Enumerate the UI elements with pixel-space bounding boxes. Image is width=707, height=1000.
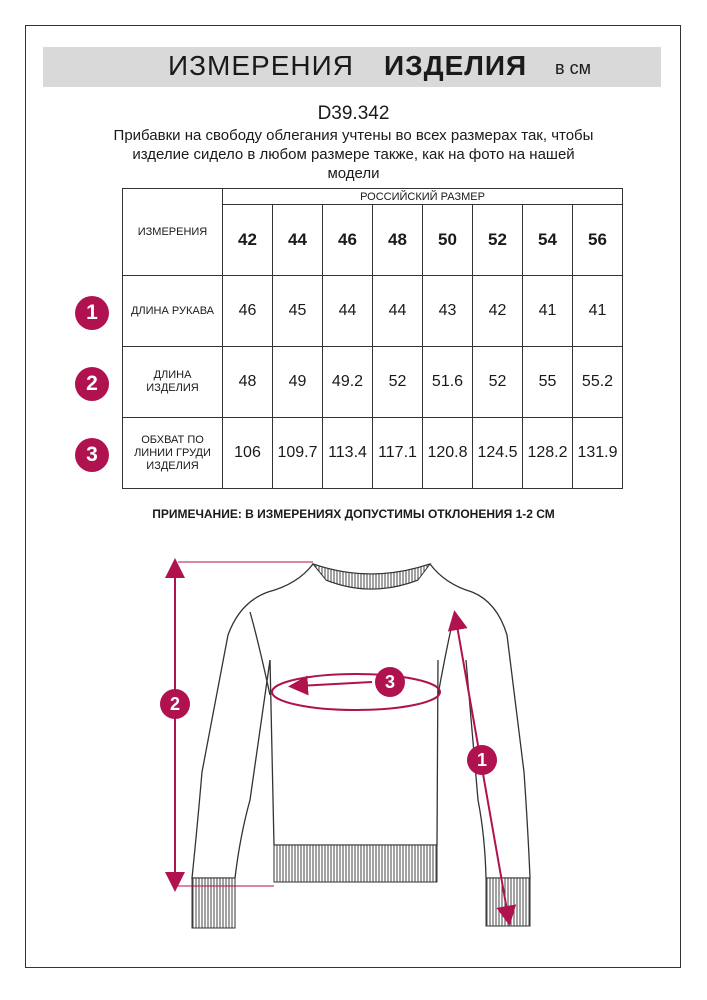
tolerance-note: ПРИМЕЧАНИЕ: В ИЗМЕРЕНИЯХ ДОПУСТИМЫ ОТКЛОНЕНИЯ 1-2 СМ [152,507,555,521]
row-label-line: ИЗДЕЛИЯ [146,459,199,472]
sweater-diagram [0,540,707,940]
table-cell: 55 [523,347,573,418]
row-badge-3: 3 [75,438,109,472]
table-cell: 44 [373,276,423,347]
table-cell: 124.5 [473,418,523,489]
size-header: 44 [273,205,323,276]
row-label-line: ДЛИНА [153,369,192,381]
table-row [123,276,623,347]
row-badge-1: 1 [75,296,109,330]
row-label-line: ЛИНИИ ГРУДИ [134,446,211,459]
table-cell: 113.4 [323,418,373,489]
size-header: 42 [223,205,273,276]
size-header: 46 [323,205,373,276]
table-cell: 49 [273,347,323,418]
table-cell: 46 [223,276,273,347]
row-label [123,347,223,418]
unit-label: в см [555,58,591,78]
chest-marker-label: 3 [384,672,396,692]
table-cell: 43 [423,276,473,347]
table-cell: 120.8 [423,418,473,489]
page-title-measurements: ИЗМЕРЕНИЯ [168,50,354,81]
hem-rib [274,845,437,882]
neck-rib [313,564,430,589]
table-cell: 41 [523,276,573,347]
description-line: изделие сидело в любом размере также, как на фото на нашей [132,146,575,163]
size-table [122,188,623,489]
table-cell: 106 [223,418,273,489]
row-label [123,276,223,347]
table-row [123,347,623,418]
table-cell: 51.6 [423,347,473,418]
table-cell: 131.9 [573,418,623,489]
length-marker-label: 2 [169,694,181,714]
sleeve-marker-label: 1 [476,750,488,770]
row-label-line: ДЛИНА РУКАВА [130,304,215,317]
table-cell: 44 [323,276,373,347]
fit-description [90,126,617,183]
size-header: 54 [523,205,573,276]
sweater-outline [192,564,530,878]
table-cell: 42 [473,276,523,347]
table-row [123,418,623,489]
table-cell: 52 [373,347,423,418]
size-header: 48 [373,205,423,276]
table-cell: 48 [223,347,273,418]
row-badge-2: 2 [75,367,109,401]
measurements-header: ИЗМЕРЕНИЯ [123,189,223,276]
table-cell: 49.2 [323,347,373,418]
size-header: 50 [423,205,473,276]
table-cell: 41 [573,276,623,347]
cuff-rib-right [486,878,530,926]
table-cell: 55.2 [573,347,623,418]
product-code: D39.342 [317,103,390,124]
description-line: Прибавки на свободу облегания учтены во всех размерах так, чтобы [113,127,594,144]
size-header: 52 [473,205,523,276]
table-cell: 52 [473,347,523,418]
row-label [123,418,223,489]
chest-ellipse [272,674,440,710]
table-cell: 117.1 [373,418,423,489]
size-group-header: РОССИЙСКИЙ РАЗМЕР [223,189,623,205]
size-header: 56 [573,205,623,276]
row-label-line: ИЗДЕЛИЯ [146,382,199,394]
table-cell: 45 [273,276,323,347]
table-cell: 128.2 [523,418,573,489]
page-title-item: ИЗДЕЛИЯ [384,50,528,81]
row-label-line: ОБХВАТ ПО [141,433,204,446]
description-line: модели [327,165,380,182]
table-cell: 109.7 [273,418,323,489]
